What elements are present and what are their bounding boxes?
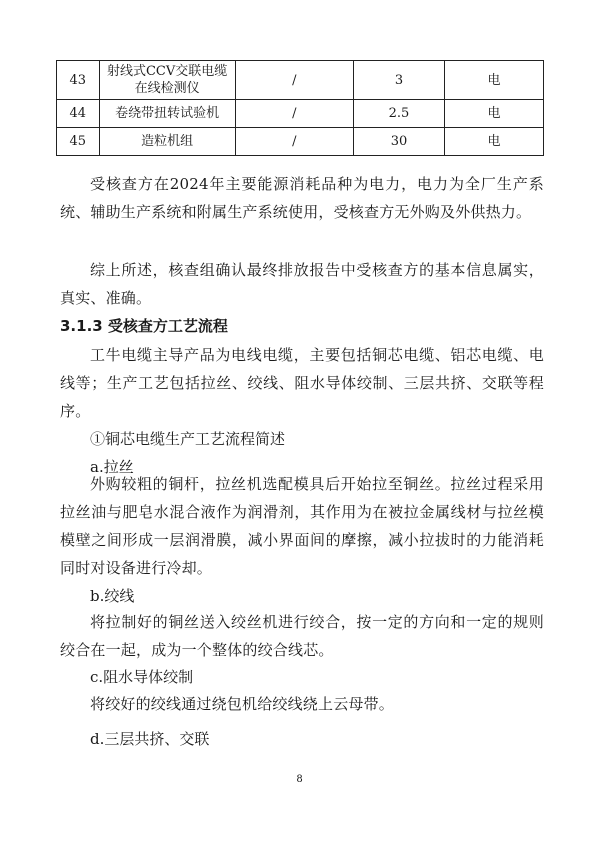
equipment-name: 射线式CCV交联电缆在线检测仪 [99,61,235,100]
energy-type: 电 [445,61,544,100]
table-row [57,61,544,100]
equipment-power: 2.5 [353,100,444,128]
step-a-title: a.拉丝 [90,458,134,476]
equipment-name: 造粒机组 [99,128,235,156]
step-c-title: c.阻水导体绞制 [90,668,194,686]
equipment-spec: / [235,61,353,100]
row-number: 43 [57,61,100,100]
table-row [57,128,544,156]
step-a-paragraph: 外购较粗的铜杆，拉丝机选配模具后开始拉至铜丝。拉丝过程采用拉丝油与肥皂水混合液作为润滑剂，其作用为在被拉金属线材与拉丝模模壁之间形成一层润滑膜，减小界面间的摩擦，减小拉拔时的力能消耗同时对设备进行冷却。 [60,475,544,577]
equipment-table [56,60,544,156]
step-b-paragraph: 将拉制好的铜丝送入绞丝机进行绞合，按一定的方向和一定的规则绞合在一起，成为一个整体的绞合线芯。 [60,613,544,659]
conclusion-paragraph: 综上所述，核查组确认最终排放报告中受核查方的基本信息属实，真实、准确。 [60,261,544,307]
subsection-title: ①铜芯电缆生产工艺流程简述 [90,430,286,448]
table-row [57,100,544,128]
energy-type: 电 [445,128,544,156]
step-d-title: d.三层共挤、交联 [90,730,210,748]
energy-type: 电 [445,100,544,128]
section-heading: 3.1.3 受核查方工艺流程 [60,317,228,335]
step-c-paragraph: 将绞好的绞线通过绕包机给绞线绕上云母带。 [90,695,395,713]
equipment-name: 卷绕带扭转试验机 [99,100,235,128]
energy-paragraph: 受核查方在2024年主要能源消耗品种为电力，电力为全厂生产系统、辅助生产系统和附属生产系统使用，受核查方无外购及外供热力。 [60,175,544,221]
equipment-power: 30 [353,128,444,156]
step-b-title: b.绞线 [90,587,135,605]
page-number: 8 [296,774,303,785]
row-number: 45 [57,128,100,156]
row-number: 44 [57,100,100,128]
equipment-spec: / [235,100,353,128]
process-intro-paragraph: 工牛电缆主导产品为电线电缆，主要包括铜芯电缆、铝芯电缆、电线等；生产工艺包括拉丝、绞线、阻水导体绞制、三层共挤、交联等程序。 [60,346,544,420]
equipment-power: 3 [353,61,444,100]
equipment-spec: / [235,128,353,156]
